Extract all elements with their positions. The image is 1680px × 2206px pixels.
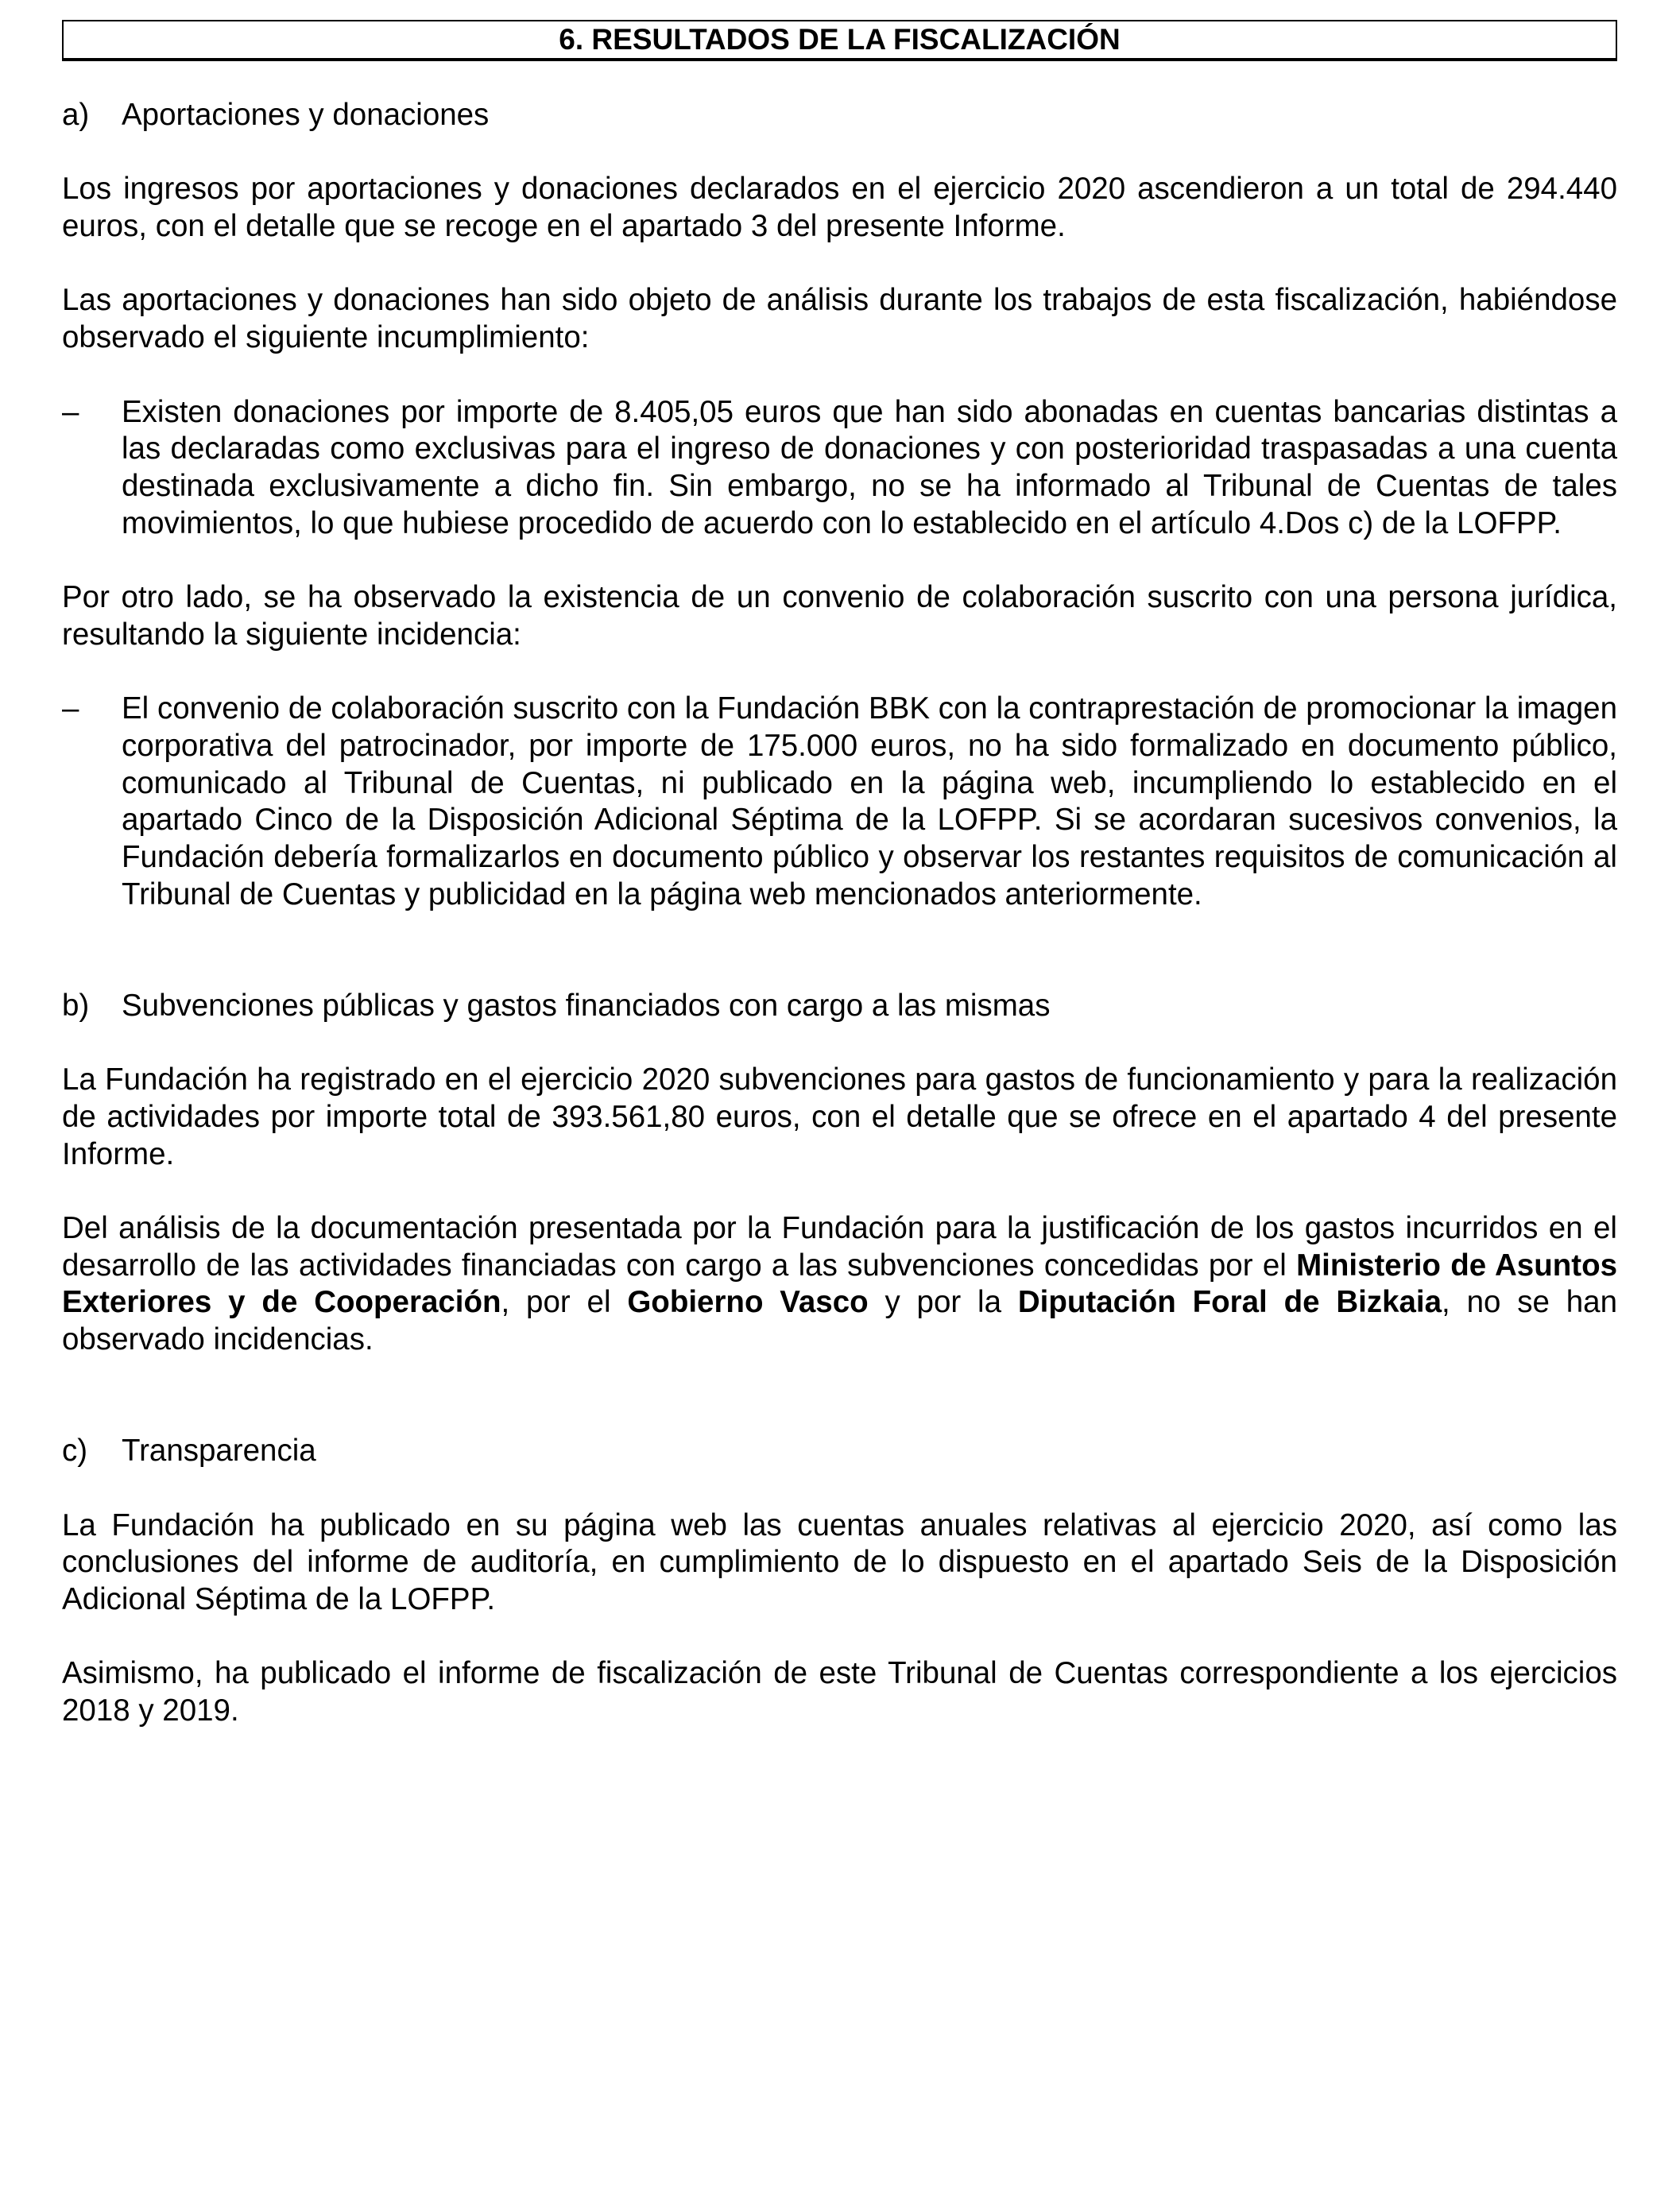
bold-entity: Ministerio de Asuntos Exteriores y de Cooperación	[62, 1248, 1617, 1320]
text-run: , no se han observado incidencias.	[62, 1285, 1617, 1357]
paragraph	[62, 1210, 1617, 1359]
section-title: 6. RESULTADOS DE LA FISCALIZACIÓN	[62, 20, 1617, 60]
paragraph: La Fundación ha registrado en el ejercicio 2020 subvenciones para gastos de funcionamiento y para la realización de actividades por importe total de 393.561,80 euros, con el detalle que se ofrece en el apartado 4 del presente Informe.	[62, 1062, 1617, 1171]
bullet-item	[62, 394, 1617, 543]
paragraph: Las aportaciones y donaciones han sido objeto de análisis durante los trabajos de esta fiscalización, habiéndose observado el siguiente incumplimiento:	[62, 283, 1617, 355]
bullet-item	[62, 691, 1617, 913]
section-a-heading	[62, 97, 1617, 134]
bullet-text: El convenio de colaboración suscrito con la Fundación BBK con la contraprestación de promocionar la imagen corporativa del patrocinador, por importe de 175.000 euros, no ha sido formalizado en documento público, comunicado al Tribunal de Cuentas, ni publicado en la página web, incumpliendo lo establecido en el apartado Cinco de la Disposición Adicional Séptima de la LOFPP. Si se acordaran sucesivos convenios, la Fundación debería formalizarlos en documento público y observar los restantes requisitos de comunicación al Tribunal de Cuentas y publicidad en la página web mencionados anteriormente.	[122, 691, 1617, 911]
bold-entity: Diputación Foral de Bizkaia	[1017, 1285, 1442, 1320]
bullet-text: Existen donaciones por importe de 8.405,05 euros que han sido abonadas en cuentas bancarias distintas a las declaradas como exclusivas para el ingreso de donaciones y con posterioridad traspasadas a una cuenta destinada exclusivamente a dicho fin. Sin embargo, no se ha informado al Tribunal de Cuentas de tales movimientos, lo que hubiese procedido de acuerdo con lo establecido en el artículo 4.Dos c) de la LOFPP.	[122, 394, 1617, 540]
section-heading-text: Transparencia	[122, 1434, 316, 1469]
section-b-heading	[62, 988, 1617, 1025]
section-c-heading	[62, 1433, 1617, 1470]
paragraph: La Fundación ha publicado en su página web las cuentas anuales relativas al ejercicio 2020, así como las conclusiones del informe de auditoría, en cumplimiento de lo dispuesto en el apartado Seis de la Disposición Adicional Séptima de la LOFPP.	[62, 1507, 1617, 1616]
section-label: b)	[62, 988, 90, 1023]
paragraph: Asimismo, ha publicado el informe de fiscalización de este Tribunal de Cuentas correspondiente a los ejercicios 2018 y 2019.	[62, 1656, 1617, 1728]
section-label: c)	[62, 1434, 88, 1469]
document-page	[62, 20, 1617, 1730]
text-run: Del análisis de la documentación presentada por la Fundación para la justificación de los gastos incurridos en el desarrollo de las actividades financiadas con cargo a las subvenciones concedidas por el	[62, 1210, 1617, 1283]
text-run: y por la	[868, 1285, 1018, 1320]
section-label: a)	[62, 98, 90, 132]
dash-bullet-icon: –	[62, 394, 79, 429]
paragraph: Los ingresos por aportaciones y donaciones declarados en el ejercicio 2020 ascendieron a un total de 294.440 euros, con el detalle que se recoge en el apartado 3 del presente Informe.	[62, 172, 1617, 244]
text-run: , por el	[501, 1285, 628, 1320]
section-heading-text: Aportaciones y donaciones	[122, 98, 490, 132]
section-heading-text: Subvenciones públicas y gastos financiados con cargo a las mismas	[122, 988, 1051, 1023]
dash-bullet-icon: –	[62, 691, 79, 726]
bold-entity: Gobierno Vasco	[627, 1285, 869, 1320]
paragraph: Por otro lado, se ha observado la existencia de un convenio de colaboración suscrito con una persona jurídica, resultando la siguiente incidencia:	[62, 580, 1617, 652]
